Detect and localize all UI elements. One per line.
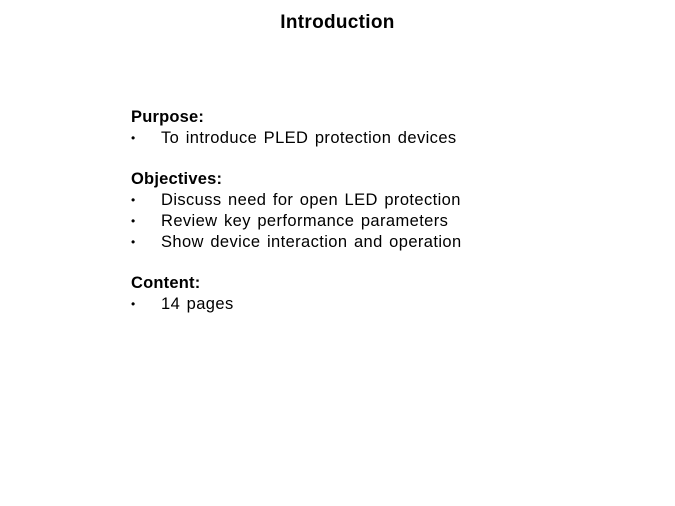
section-objectives bbox=[131, 169, 631, 253]
bullet-icon: • bbox=[131, 235, 136, 249]
list-item bbox=[131, 211, 631, 232]
bullet-icon: • bbox=[131, 297, 136, 311]
section-heading: Content: bbox=[131, 274, 201, 292]
list-item bbox=[131, 294, 631, 315]
list-item-text: Review key performance parameters bbox=[161, 212, 449, 230]
bullet-icon: • bbox=[131, 131, 136, 145]
list-item bbox=[131, 128, 631, 149]
section-content bbox=[131, 273, 631, 315]
list-item bbox=[131, 232, 631, 253]
section-heading: Objectives: bbox=[131, 170, 223, 188]
bullet-list bbox=[131, 294, 631, 315]
list-item-text: Discuss need for open LED protection bbox=[161, 191, 461, 209]
list-item-text: 14 pages bbox=[161, 295, 234, 313]
list-item bbox=[131, 190, 631, 211]
list-item-text: Show device interaction and operation bbox=[161, 233, 462, 251]
slide-title: Introduction bbox=[280, 12, 395, 33]
slide-content bbox=[131, 107, 631, 335]
list-item-text: To introduce PLED protection devices bbox=[161, 129, 457, 147]
section-heading: Purpose: bbox=[131, 108, 205, 126]
bullet-icon: • bbox=[131, 193, 136, 207]
bullet-list bbox=[131, 128, 631, 149]
bullet-list bbox=[131, 190, 631, 253]
bullet-icon: • bbox=[131, 214, 136, 228]
section-purpose bbox=[131, 107, 631, 149]
